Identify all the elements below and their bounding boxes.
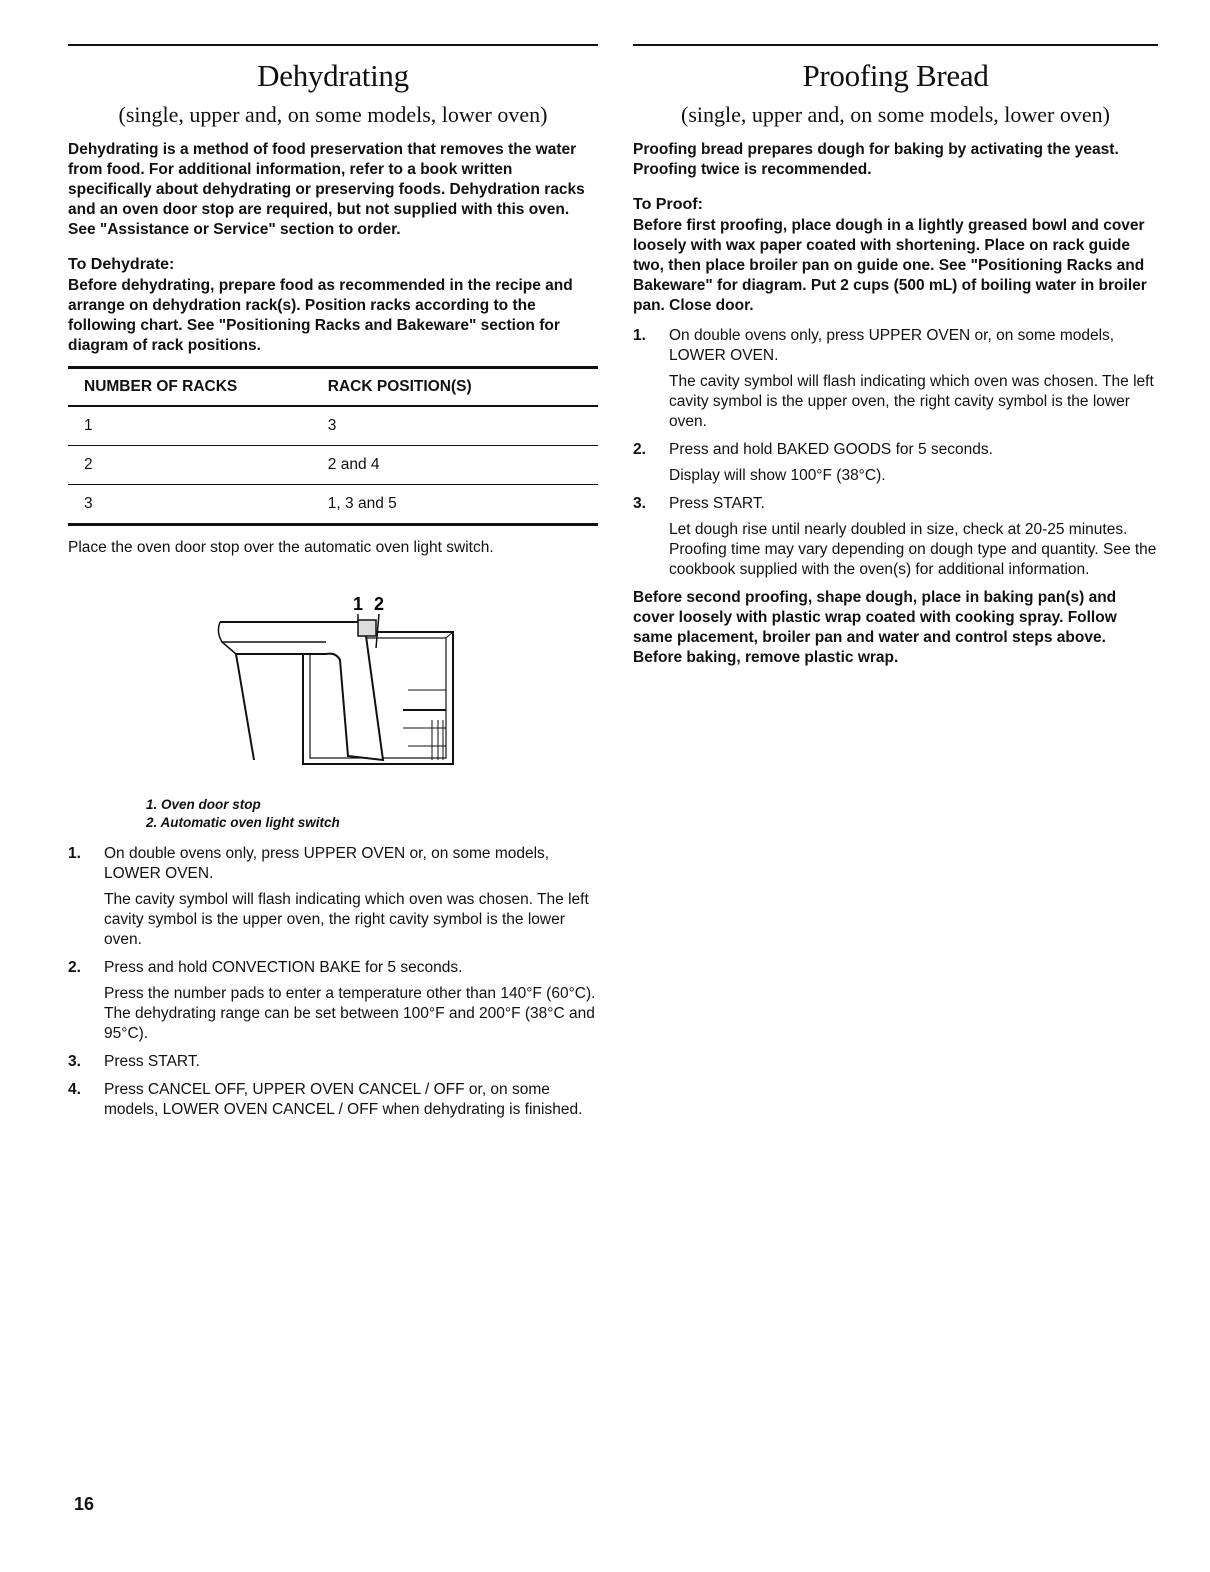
rack-position-table	[68, 366, 598, 526]
section-subtitle: (single, upper and, on some models, lower oven)	[118, 102, 548, 127]
list-item	[68, 1080, 598, 1120]
step-number: 2.	[633, 441, 646, 458]
table-row	[68, 406, 598, 446]
section-rule	[633, 44, 1158, 46]
list-item	[68, 844, 598, 950]
callout-2: 2	[374, 594, 385, 614]
proof-steps	[633, 326, 1158, 580]
step-number: 3.	[68, 1053, 81, 1070]
table-cell: 3	[312, 406, 598, 446]
step-text: Press CANCEL OFF, UPPER OVEN CANCEL / OFF or, on some models, LOWER OVEN CANCEL / OFF when dehydrating is finished.	[104, 1081, 583, 1118]
table-header-row	[68, 368, 598, 407]
step-text: On double ovens only, press UPPER OVEN or, on some models, LOWER OVEN.	[104, 845, 550, 882]
caption-door-stop: 1. Oven door stop	[146, 797, 261, 812]
intro-paragraph: Dehydrating is a method of food preservation that removes the water from food. For additional information, refer to a book written specifically about dehydrating or preserving foods. Dehydration racks and an oven door stop are required, but not supplied with this oven. See "Assistance or Service" section to order.	[68, 141, 585, 238]
table-cell: 2	[68, 446, 312, 485]
step-text: Press START.	[669, 495, 765, 512]
callout-1: 1	[353, 594, 364, 614]
table-cell: 1	[68, 406, 312, 446]
procedure-intro: Before dehydrating, prepare food as recommended in the recipe and arrange on dehydration rack(s). Position racks according to the following chart. See "Positioning Racks and Bakeware" section for diagram of rack positions.	[68, 277, 573, 354]
table-row	[68, 485, 598, 525]
step-number: 4.	[68, 1081, 81, 1098]
table-cell: 2 and 4	[312, 446, 598, 485]
list-item	[68, 958, 598, 1044]
section-title: Proofing Bread	[802, 58, 989, 93]
step-number: 1.	[633, 327, 646, 344]
section-title: Dehydrating	[257, 58, 409, 93]
list-item	[68, 1052, 598, 1072]
list-item	[633, 494, 1158, 580]
step-number: 2.	[68, 959, 81, 976]
step-detail: The cavity symbol will flash indicating which oven was chosen. The left cavity symbol is the upper oven, the right cavity symbol is the lower oven.	[669, 373, 1154, 430]
table-header-cell: RACK POSITION(S)	[312, 368, 598, 407]
step-detail: The cavity symbol will flash indicating which oven was chosen. The left cavity symbol is the upper oven, the right cavity symbol is the lower oven.	[104, 891, 589, 948]
step-text: Press and hold BAKED GOODS for 5 seconds.	[669, 441, 993, 458]
table-row	[68, 446, 598, 485]
step-detail: Display will show 100°F (38°C).	[669, 467, 886, 484]
step-text: Press START.	[104, 1053, 200, 1070]
caption-light-switch: 2. Automatic oven light switch	[146, 815, 340, 830]
dehydrating-section	[68, 44, 598, 1128]
step-text: Press and hold CONVECTION BAKE for 5 seconds.	[104, 959, 463, 976]
procedure-heading: To Dehydrate:	[68, 256, 175, 273]
step-text: On double ovens only, press UPPER OVEN or, on some models, LOWER OVEN.	[669, 327, 1115, 364]
dehydrate-steps	[68, 844, 598, 1120]
table-header-cell: NUMBER OF RACKS	[68, 368, 312, 407]
table-cell: 3	[68, 485, 312, 525]
page-number: 16	[74, 1494, 95, 1514]
closing-paragraph: Before second proofing, shape dough, place in baking pan(s) and cover loosely with plastic wrap coated with cooking spray. Follow same placement, broiler pan and water and control steps above. Before baking, remove plastic wrap.	[633, 589, 1117, 666]
procedure-heading: To Proof:	[633, 196, 703, 213]
step-number: 3.	[633, 495, 646, 512]
step-detail: Let dough rise until nearly doubled in size, check at 20-25 minutes. Proofing time may vary depending on dough type and quantity. See the cookbook supplied with the oven(s) for additional information.	[669, 521, 1157, 578]
oven-door-illustration	[208, 570, 538, 790]
procedure-intro: Before first proofing, place dough in a lightly greased bowl and cover loosely with wax paper coated with shortening. Place on rack guide two, then place broiler pan on guide one. See "Positioning Racks and Bakeware" for diagram. Put 2 cups (500 mL) of boiling water in broiler pan. Close door.	[633, 217, 1147, 314]
proofing-bread-section	[633, 44, 1158, 678]
list-item	[633, 326, 1158, 432]
step-detail: Press the number pads to enter a temperature other than 140°F (60°C). The dehydrating range can be set between 100°F and 200°F (38°C and 95°C).	[104, 985, 596, 1042]
intro-paragraph: Proofing bread prepares dough for baking by activating the yeast. Proofing twice is recommended.	[633, 141, 1119, 178]
door-stop-instruction: Place the oven door stop over the automatic oven light switch.	[68, 539, 494, 556]
section-subtitle: (single, upper and, on some models, lower oven)	[681, 102, 1110, 127]
list-item	[633, 440, 1158, 486]
figure-captions	[146, 796, 598, 832]
table-cell: 1, 3 and 5	[312, 485, 598, 525]
section-rule	[68, 44, 598, 46]
step-number: 1.	[68, 845, 81, 862]
oven-door-figure	[68, 570, 598, 790]
